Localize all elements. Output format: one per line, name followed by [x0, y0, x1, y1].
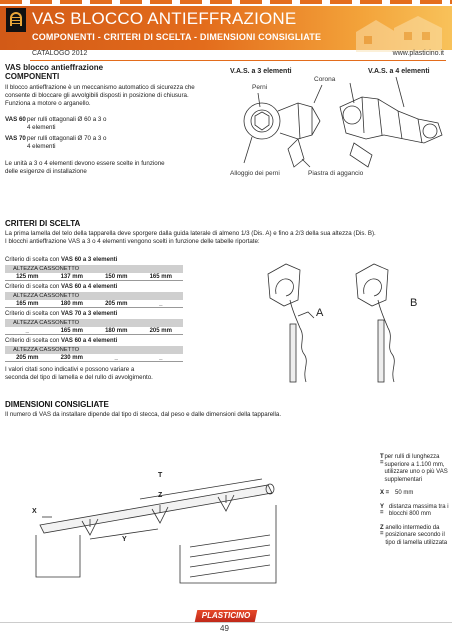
brand-name: PLASTICINO — [201, 611, 251, 620]
pins-label: Perni — [252, 84, 268, 91]
selection-table — [5, 256, 215, 281]
table-caption: Criterio di scelta con VAS 60 a 4 elementi — [5, 338, 118, 344]
mounting-plate-label: Piastra di aggancio — [308, 170, 364, 177]
table-header: ALTEZZA CASSONETTO — [5, 265, 183, 273]
drawing-b — [356, 264, 394, 382]
dim-x-label: X — [32, 508, 37, 515]
dim-t-label: T — [158, 472, 163, 479]
vas-description: per rulli ottagonali Ø 70 a 3 o 4 elementi — [27, 135, 107, 150]
selection-table — [5, 310, 215, 335]
dimensions-text: Il numero di VAS da installare dipende dal tipo di stecca, dal peso e dalle dimensioni della tapparella. — [5, 411, 282, 418]
vas-components-diagram — [228, 63, 450, 193]
selection-table — [5, 337, 215, 362]
table-caption: Criterio di scelta con VAS 60 a 3 elementi — [5, 257, 118, 263]
legend-item: Z = anello intermedio da posizionare secondo il tipo di lamella utilizzata — [380, 524, 448, 546]
roller-assembly-diagram — [30, 465, 290, 587]
vas-4-element-drawing — [340, 77, 442, 167]
dimension-legend — [380, 454, 450, 553]
page-header — [0, 0, 452, 58]
table-cell: 165 mm — [149, 274, 172, 280]
table-row — [5, 273, 183, 281]
shutter-position-diagram — [256, 254, 450, 384]
legend-item: X = 50 mm — [380, 490, 414, 496]
table-cell: _ — [25, 328, 29, 334]
drawing-b-label: B — [410, 297, 418, 309]
criteria-line-1: La prima lamella del telo della tapparella deve sporgere dalla guida laterale di almeno 1/3 (Dis. A) e fino a 2/3 della sua altezza (Dis. B). — [5, 230, 376, 237]
table-caption: Criterio di scelta con VAS 70 a 3 elementi — [5, 311, 118, 317]
intro-text: Il blocco antieffrazione è un meccanismo automatico di sicurezza che consente di bloccare gli avvolgibili disposti in posizione di chiusura. Funziona a motore o arganello. — [5, 84, 195, 107]
table-cell: 165 mm — [60, 328, 83, 334]
page-title: VAS BLOCCO ANTIEFFRAZIONE — [32, 9, 297, 28]
legend-item: Y = distanza massima tra i blocchi 800 mm — [380, 503, 449, 517]
lock-logo-icon — [6, 8, 26, 32]
page-number: 49 — [220, 624, 229, 633]
vas-description: per rulli ottagonali Ø 60 a 3 o 4 elementi — [27, 116, 107, 131]
table-cell: 205 mm — [105, 301, 128, 307]
table-row — [5, 327, 183, 335]
table-cell: _ — [114, 355, 118, 361]
selection-table — [5, 283, 215, 308]
dimensions-section — [5, 400, 445, 419]
vas-item — [5, 135, 155, 151]
components-heading: COMPONENTI — [5, 72, 60, 81]
dim-z-label: Z — [158, 492, 163, 499]
website-link[interactable]: www.plasticino.it — [392, 50, 444, 57]
page-subtitle: COMPONENTI - CRITERI DI SCELTA - DIMENSIONI CONSIGLIATE — [32, 32, 322, 42]
criteria-line-2: I blocchi antieffrazione VAS a 3 o 4 elementi vengono scelti in funzione delle tabelle riportate: — [5, 238, 260, 245]
catalog-label: CATALOGO 2012 — [32, 50, 88, 57]
table-cell: 205 mm — [149, 328, 172, 334]
vas-3-label: V.A.S. a 3 elementi — [230, 68, 292, 75]
table-cell: _ — [159, 355, 163, 361]
roller-drawing — [36, 479, 276, 583]
header-dash-rule — [0, 0, 452, 4]
brand-logo — [195, 610, 258, 622]
header-divider — [30, 60, 446, 61]
vas-model: VAS 70 — [5, 135, 26, 142]
table-header: ALTEZZA CASSONETTO — [5, 319, 183, 327]
table-cell: 180 mm — [105, 328, 128, 334]
drawing-a — [268, 264, 314, 382]
unit-note: Le unità a 3 o 4 elementi devono essere scelte in funzione delle esigenze di installazione — [5, 160, 165, 175]
footer-divider — [0, 622, 452, 623]
intro-title: VAS blocco antieffrazione — [5, 63, 104, 72]
selection-tables — [5, 254, 215, 382]
criteria-heading: CRITERI DI SCELTA — [5, 219, 81, 228]
dim-y-label: Y — [122, 536, 127, 543]
pin-housing-label: Alloggio dei perni — [230, 170, 280, 177]
house-illustration-icon — [346, 14, 446, 54]
table-cell: 137 mm — [60, 274, 83, 280]
vas-4-label: V.A.S. a 4 elementi — [368, 68, 430, 75]
table-caption: Criterio di scelta con VAS 60 a 4 elementi — [5, 284, 118, 290]
table-cell: 180 mm — [60, 301, 83, 307]
vas-list — [5, 116, 155, 154]
criteria-section — [5, 219, 445, 246]
dimensions-heading: DIMENSIONI CONSIGLIATE — [5, 400, 109, 409]
table-cell: 150 mm — [105, 274, 128, 280]
table-cell: 230 mm — [60, 355, 83, 361]
legend-item: T = per rulli di lunghezza superiore a 1.100 mm, utilizzare uno o più VAS supplementari — [380, 454, 448, 483]
drawing-a-label: A — [316, 307, 324, 319]
table-cell: 165 mm — [16, 301, 39, 307]
table-cell: 125 mm — [16, 274, 39, 280]
table-row — [5, 300, 183, 308]
table-cell: 205 mm — [16, 355, 39, 361]
vas-item — [5, 116, 155, 132]
crown-label: Corona — [314, 76, 336, 83]
intro-section — [5, 63, 210, 108]
table-row — [5, 354, 183, 362]
table-header: ALTEZZA CASSONETTO — [5, 346, 183, 354]
table-cell: _ — [159, 301, 163, 307]
vas-3-element-drawing — [244, 85, 322, 167]
vas-model: VAS 60 — [5, 116, 26, 123]
tables-note: I valori citati sono indicativi e possono variare a seconda del tipo di lamella e del rullo di avvolgimento. — [5, 366, 153, 381]
table-header: ALTEZZA CASSONETTO — [5, 292, 183, 300]
